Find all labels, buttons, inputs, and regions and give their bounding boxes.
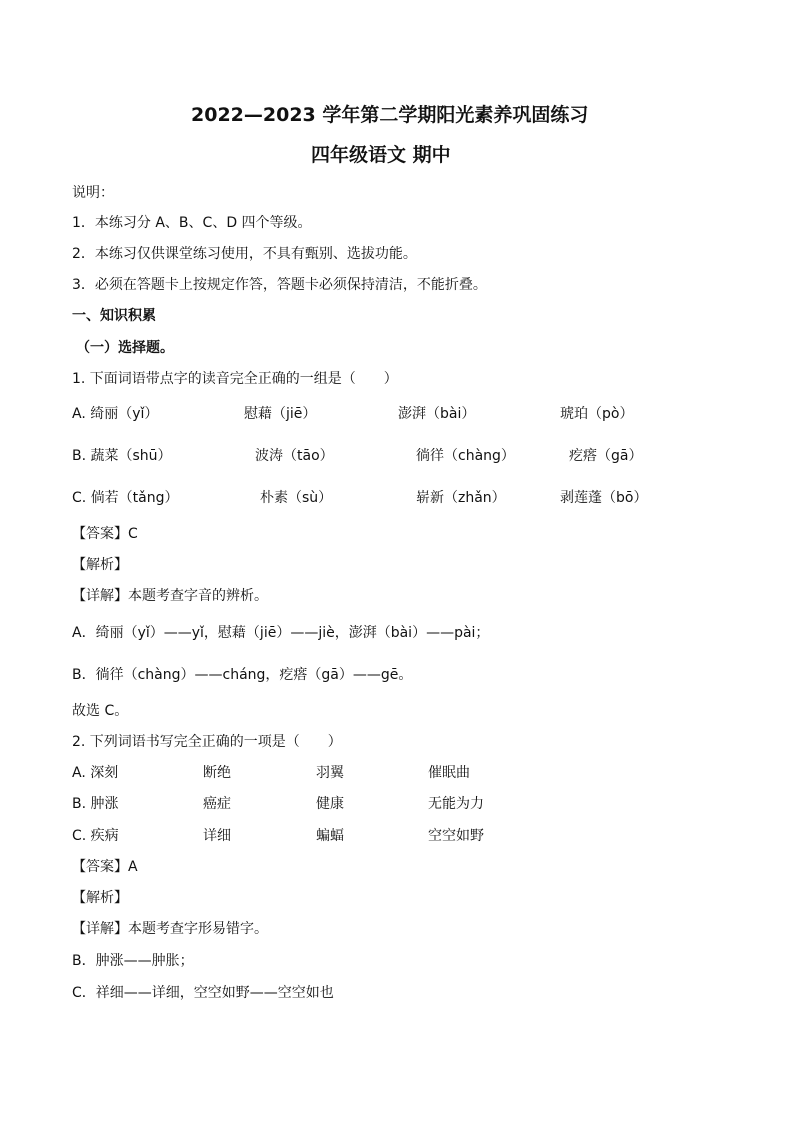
q1-option-a-2: 慰藉（jiē） — [244, 406, 317, 422]
q2-option-c-2: 详细 — [203, 828, 231, 844]
q2-option-a-3: 羽翼 — [316, 765, 344, 781]
q2-option-b-4: 无能为力 — [428, 796, 484, 812]
q1-option-c-1: C. 倘若（tǎng） — [72, 490, 179, 506]
q2-option-c-4: 空空如野 — [428, 828, 484, 844]
q2-analysis-label: 【解析】 — [72, 890, 128, 906]
q2-option-b-1: B. 肿涨 — [72, 796, 119, 812]
q1-option-b-4: 疙瘩（gā） — [569, 448, 643, 464]
q1-stem: 1. 下面词语带点字的读音完全正确的一组是（ ） — [72, 371, 398, 387]
note-item-3: 3．必须在答题卡上按规定作答，答题卡必须保持清洁，不能折叠。 — [72, 277, 487, 293]
q1-explanation-a: A．绮丽（yǐ）——yǐ，慰藉（jiē）——jiè，澎湃（bài）——pài； — [72, 625, 490, 641]
q2-answer: 【答案】A — [72, 859, 138, 875]
q2-option-b-3: 健康 — [316, 796, 344, 812]
notes-label: 说明： — [72, 185, 114, 201]
q2-detail: 【详解】本题考查字形易错字。 — [72, 921, 268, 937]
document-subtitle: 四年级语文 期中 — [311, 144, 451, 166]
q1-option-a-3: 澎湃（bài） — [398, 406, 476, 422]
section-subheading: （一）选择题。 — [76, 340, 174, 356]
q1-option-c-3: 崭新（zhǎn） — [416, 490, 506, 506]
q1-option-a-4: 琥珀（pò） — [560, 406, 634, 422]
note-item-1: 1．本练习分 A、B、C、D 四个等级。 — [72, 215, 312, 231]
q2-option-c-1: C. 疾病 — [72, 828, 119, 844]
q1-option-c-2: 朴素（sù） — [260, 490, 333, 506]
q1-option-a-1: A. 绮丽（yǐ） — [72, 406, 159, 422]
document-title: 2022—2023 学年第二学期阳光素养巩固练习 — [191, 104, 589, 126]
q1-explanation-b: B．徜徉（chàng）——cháng，疙瘩（gā）——gē。 — [72, 667, 413, 683]
q2-option-a-1: A. 深刻 — [72, 765, 119, 781]
q2-option-a-2: 断绝 — [203, 765, 231, 781]
q1-detail: 【详解】本题考查字音的辨析。 — [72, 588, 268, 604]
q2-explanation-c: C．祥细——详细，空空如野——空空如也 — [72, 985, 334, 1001]
q2-option-b-2: 癌症 — [203, 796, 231, 812]
q1-option-c-4: 剥莲蓬（bō） — [560, 490, 648, 506]
note-item-2: 2．本练习仅供课堂练习使用，不具有甄别、选拔功能。 — [72, 246, 417, 262]
q1-option-b-2: 波涛（tāo） — [255, 448, 334, 464]
q1-analysis-label: 【解析】 — [72, 557, 128, 573]
q1-conclusion: 故选 C。 — [72, 703, 129, 719]
q1-option-b-3: 徜徉（chàng） — [416, 448, 515, 464]
q1-answer: 【答案】C — [72, 526, 138, 542]
q1-option-b-1: B. 蔬菜（shū） — [72, 448, 172, 464]
q2-stem: 2. 下列词语书写完全正确的一项是（ ） — [72, 734, 342, 750]
section-heading: 一、知识积累 — [72, 308, 156, 324]
q2-explanation-b: B．肿涨——肿胀； — [72, 953, 194, 969]
q2-option-c-3: 蝙蝠 — [316, 828, 344, 844]
q2-option-a-4: 催眠曲 — [428, 765, 470, 781]
